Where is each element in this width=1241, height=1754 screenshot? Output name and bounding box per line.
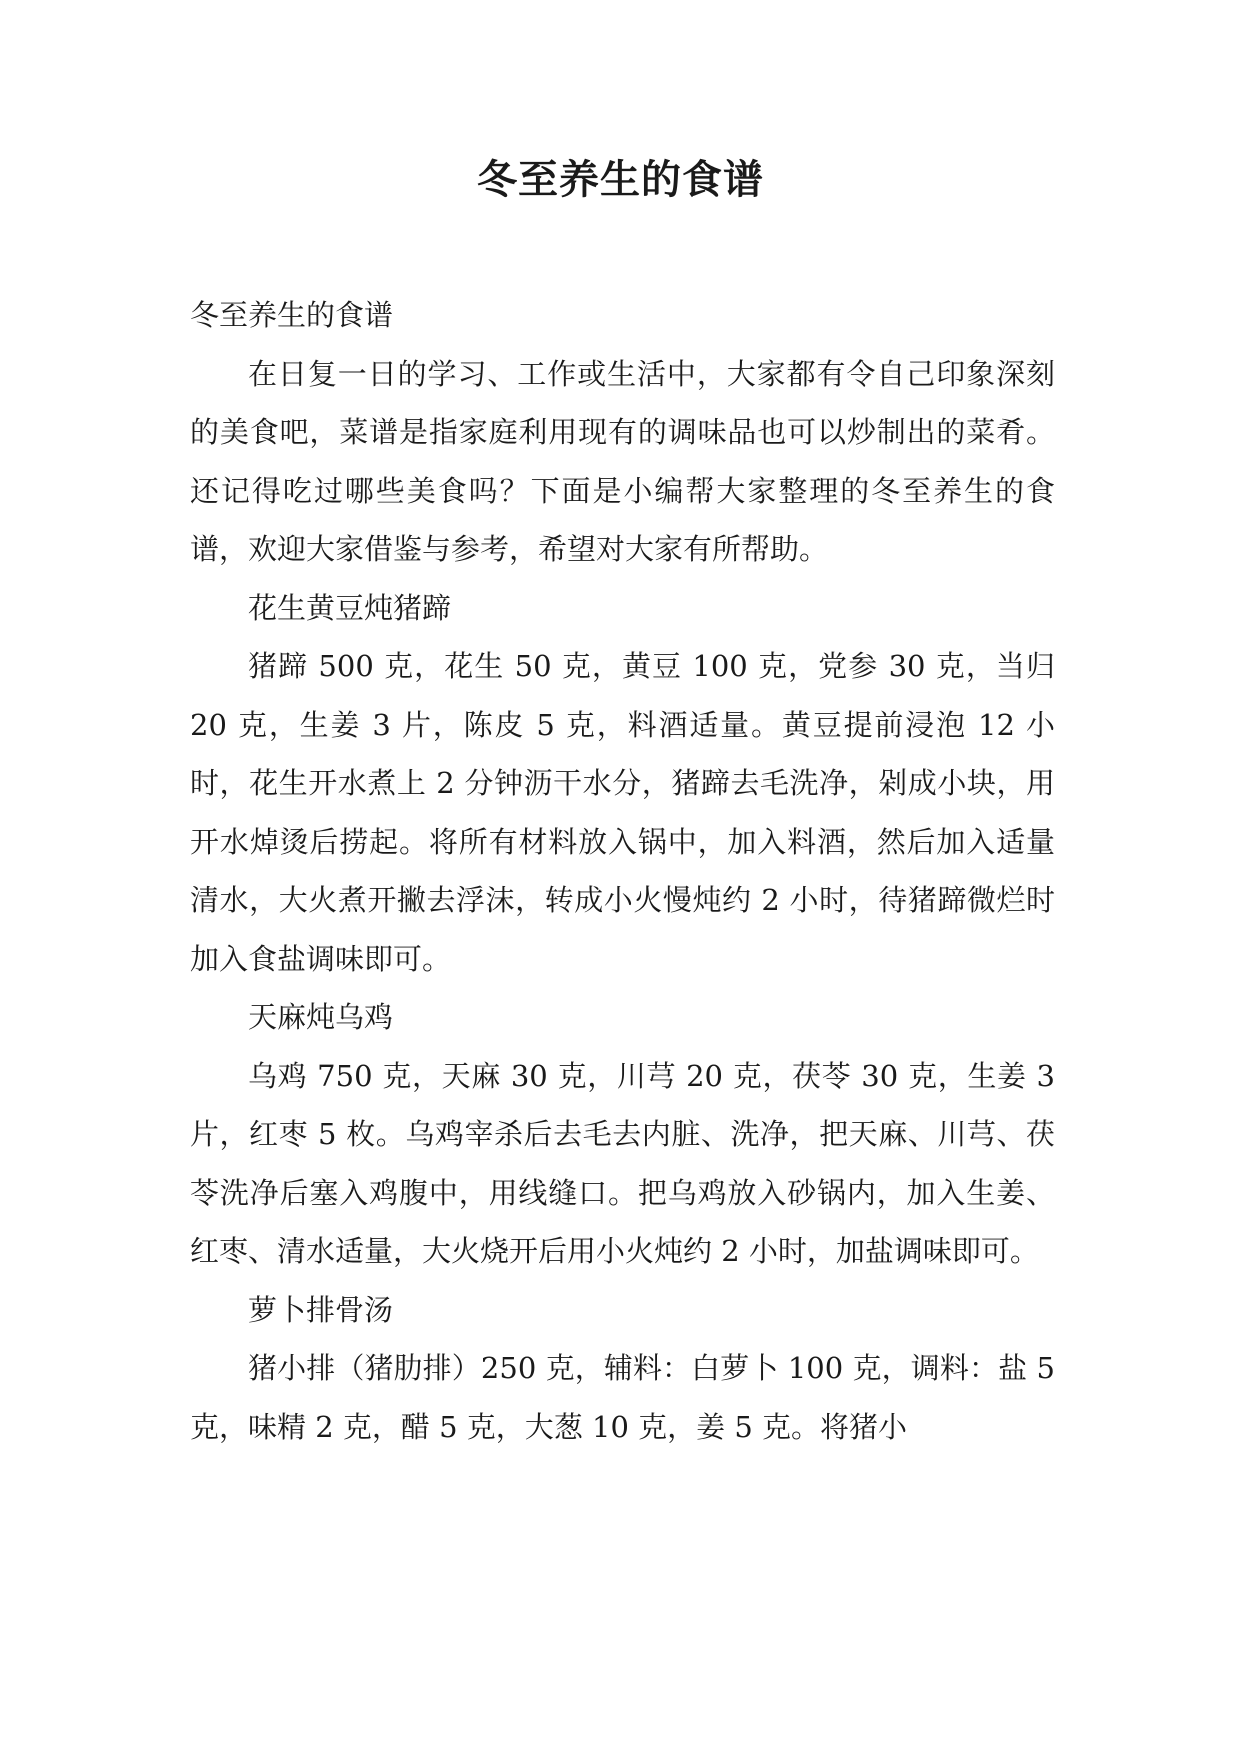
intro-paragraph: 在日复一日的学习、工作或生活中，大家都有令自己印象深刻的美食吧，菜谱是指家庭利用现有的调味品也可以炒制出的菜肴。还记得吃过哪些美食吗？下面是小编帮大家整理的冬至养生的食谱，欢迎大家借鉴与参考，希望对大家有所帮助。 [190, 356, 1055, 566]
recipe-heading-3: 萝卜排骨汤 [248, 1292, 394, 1327]
recipe-body-1: 猪蹄 500 克，花生 50 克，黄豆 100 克，党参 30 克，当归 20 克，生姜 3 片，陈皮 5 克，料酒适量。黄豆提前浸泡 12 小时，花生开水煮上 2 分钟沥干水分，猪蹄去毛洗净，剁成小块，用开水焯烫后捞起。将所有材料放入锅中，加入料酒，然后加入适量清水，大火煮开撇去浮沫，转成小火慢炖约 2 小时，待猪蹄微烂时加入食盐调味即可。 [190, 649, 1055, 976]
recipe-heading-1: 花生黄豆炖猪蹄 [248, 590, 452, 625]
recipe-body-2: 乌鸡 750 克，天麻 30 克，川芎 20 克，茯苓 30 克，生姜 3 片，红枣 5 枚。乌鸡宰杀后去毛去内脏、洗净，把天麻、川芎、茯苓洗净后塞入鸡腹中，用线缝口。把乌鸡放入砂锅内，加入生姜、红枣、清水适量，大火烧开后用小火炖约 2 小时，加盐调味即可。 [190, 1058, 1055, 1268]
document-body [190, 286, 1055, 1456]
subtitle-paragraph: 冬至养生的食谱 [190, 298, 394, 332]
recipe-body-3: 猪小排（猪肋排）250 克，辅料：白萝卜 100 克，调料：盐 5 克，味精 2 克，醋 5 克，大葱 10 克，姜 5 克。将猪小 [190, 1351, 1055, 1444]
recipe-heading-2: 天麻炖乌鸡 [248, 1000, 394, 1034]
document-title: 冬至养生的食谱 [477, 156, 764, 203]
